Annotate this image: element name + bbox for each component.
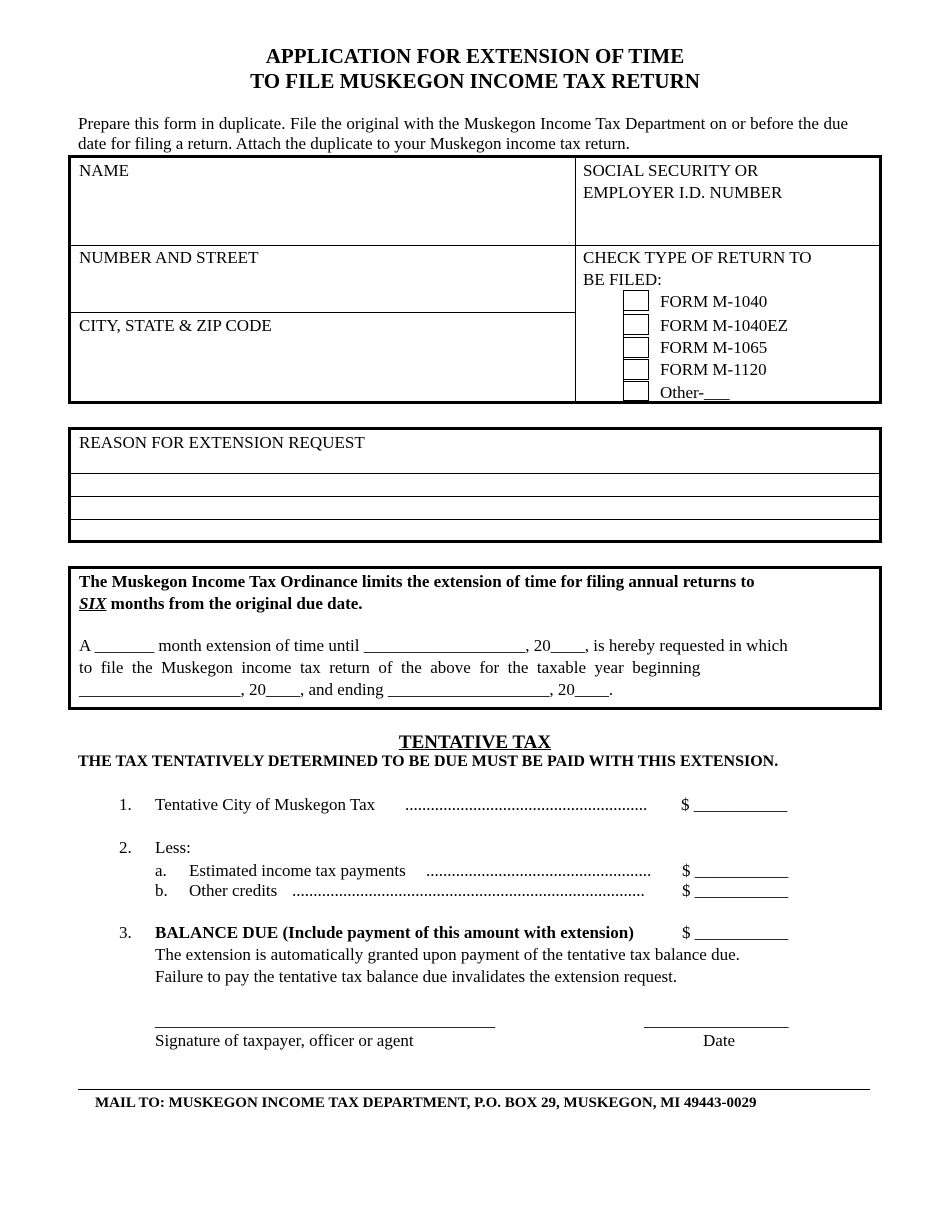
- form-m1040-label: FORM M-1040: [660, 292, 768, 311]
- reason-box: [68, 427, 882, 543]
- form-m1040ez-label: FORM M-1040EZ: [660, 316, 788, 335]
- date-label: Date: [703, 1031, 736, 1050]
- item2-label: Less:: [155, 838, 191, 857]
- item2a-label: Estimated income tax payments: [189, 861, 406, 880]
- item2-number: 2.: [119, 838, 132, 857]
- item2b-amount-field[interactable]: $ ___________: [682, 881, 789, 900]
- item1-leader-dots: .........................................................: [405, 795, 648, 814]
- balance-due-label: BALANCE DUE (Include payment of this amount with extension): [155, 923, 634, 942]
- checkbox-other[interactable]: [623, 381, 649, 401]
- ssn-label-line1: SOCIAL SECURITY OR: [583, 161, 759, 180]
- other-label: Other-___: [660, 383, 730, 402]
- tentative-tax-heading: TENTATIVE TAX: [398, 732, 552, 753]
- request-line-1[interactable]: A _______ month extension of time until ___________________, 20____, is hereby requested in which: [79, 636, 788, 655]
- item2b-leader-dots: ...................................................................................: [292, 881, 645, 900]
- signature-label: Signature of taxpayer, officer or agent: [155, 1031, 414, 1050]
- item3-number: 3.: [119, 923, 132, 942]
- checkbox-form-m1040[interactable]: [623, 290, 649, 311]
- item2a-amount-field[interactable]: $ ___________: [682, 861, 789, 880]
- checkbox-form-m1065[interactable]: [623, 337, 649, 358]
- form-m1065-label: FORM M-1065: [660, 338, 768, 357]
- request-line-2: to file the Muskegon income tax return of the above for the taxable year beginning: [79, 658, 701, 677]
- item1-number: 1.: [119, 795, 132, 814]
- ssn-field[interactable]: [579, 206, 875, 242]
- date-line[interactable]: _________________: [644, 1011, 789, 1030]
- street-label: NUMBER AND STREET: [79, 248, 259, 267]
- signature-line[interactable]: ________________________________________: [155, 1011, 495, 1030]
- ordinance-text-bold-1: The Muskegon Income Tax Ordinance limits the extension of time for filing annual returns to: [79, 572, 755, 591]
- form-title-line1: APPLICATION FOR EXTENSION OF TIME: [265, 44, 685, 68]
- check-type-label-line1: CHECK TYPE OF RETURN TO: [583, 248, 812, 267]
- request-line-3[interactable]: ___________________, 20____, and ending ___________________, 20____.: [79, 680, 614, 699]
- reason-label: REASON FOR EXTENSION REQUEST: [79, 433, 365, 452]
- intro-text: Prepare this form in duplicate. File the original with the Muskegon Income Tax Department on or before the due date for filing a return. Attach the duplicate to your Muskegon income tax return.: [78, 114, 848, 153]
- six-months-emphasis: SIX: [79, 594, 107, 613]
- reason-line-3[interactable]: [71, 520, 879, 540]
- extension-note-line2: Failure to pay the tentative tax balance due invalidates the extension request.: [155, 967, 678, 986]
- taxpayer-info-box: [68, 155, 882, 404]
- city-field[interactable]: [77, 338, 571, 398]
- mail-to-divider: [78, 1089, 870, 1090]
- form-title-line2: TO FILE MUSKEGON INCOME TAX RETURN: [250, 69, 700, 93]
- item1-label: Tentative City of Muskegon Tax: [155, 795, 376, 814]
- mail-to-address: MAIL TO: MUSKEGON INCOME TAX DEPARTMENT, P.O. BOX 29, MUSKEGON, MI 49443-0029: [95, 1095, 757, 1111]
- tentative-tax-subheading: THE TAX TENTATIVELY DETERMINED TO BE DUE MUST BE PAID WITH THIS EXTENSION.: [78, 753, 779, 770]
- checkbox-form-m1120[interactable]: [623, 359, 649, 380]
- reason-line-2[interactable]: [71, 497, 879, 518]
- item1-amount-field[interactable]: $ ___________: [681, 795, 788, 814]
- ssn-label-line2: EMPLOYER I.D. NUMBER: [583, 183, 783, 202]
- item2a-letter: a.: [155, 861, 167, 880]
- city-label: CITY, STATE & ZIP CODE: [79, 316, 272, 335]
- street-field[interactable]: [77, 270, 571, 310]
- check-type-label-line2: BE FILED:: [583, 270, 662, 289]
- extension-note-line1: The extension is automatically granted upon payment of the tentative tax balance due.: [155, 945, 740, 964]
- ordinance-box: [68, 566, 882, 710]
- name-label: NAME: [79, 161, 130, 180]
- form-m1120-label: FORM M-1120: [660, 360, 767, 379]
- ordinance-text-bold-2: [79, 594, 363, 614]
- reason-line-1[interactable]: [71, 474, 879, 495]
- item2a-leader-dots: .....................................................: [426, 861, 652, 880]
- name-field[interactable]: [77, 182, 571, 242]
- balance-due-amount-field[interactable]: $ ___________: [682, 923, 789, 942]
- ordinance-text-bold-2-rest: months from the original due date.: [110, 594, 363, 613]
- checkbox-form-m1040ez[interactable]: [623, 314, 649, 335]
- item2b-label: Other credits: [189, 881, 278, 900]
- item2b-letter: b.: [155, 881, 168, 900]
